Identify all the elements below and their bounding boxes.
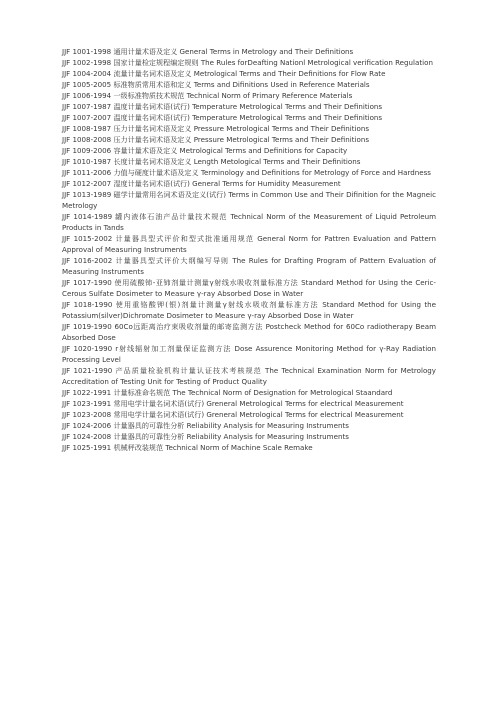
standard-entry: JJF 1025-1991 机械秤改装规范 Technical Norm of Machine Scale Remake <box>62 443 313 452</box>
standard-entry: JJF 1024-2006 计量器具的可靠性分析 Reliability Analysis for Measuring Instruments <box>62 421 349 430</box>
standards-list <box>62 46 436 453</box>
standard-entry: JJF 1023-2008 常用电学计量名词术语(试行) Greneral Metrological Terms for electrical Measurement <box>62 410 404 419</box>
standard-entry: JJF 1001-1998 通用计量术语及定义 General Terms in Metrology and Their Definitions <box>62 47 354 56</box>
standard-entry: JJF 1023-1991 常用电学计量名词术语(试行) Greneral Metrological Terms for electrical Measurement <box>62 399 404 408</box>
standard-entry: JJF 1005-2005 标准物质常用术语和定义 Terms and Difinitions Used in Reference Materials <box>62 80 370 89</box>
standard-entry: JJF 1019-1990 60Co远距离治疗束吸收剂量的邮寄监测方法 Postcheck Method for 60Co radiotherapy Beam Absorbed Dose <box>62 322 436 342</box>
standard-entry: JJF 1021-1990 产品质量检验机构计量认证技术考核规范 The Technical Examination Norm for Metrology Accreditation of Testing Unit for Testing of Product Quality <box>62 366 436 386</box>
standard-entry: JJF 1017-1990 使用硫酸铈-亚铈剂量计测量γ射线水吸收剂量标准方法 Standard Method for Using the Ceric-Cerous Sulfate Dosimeter to Measure γ-ray Absorbed Dose in Water <box>62 278 436 298</box>
standard-entry: JJF 1016-2002 计量器具型式评价大纲编写导则 The Rules for Drafting Program of Pattern Evaluation of Measuring Instruments <box>62 256 436 276</box>
standard-entry: JJF 1002-1998 国家计量检定规程编定规则 The Rules forDeafting Nationl Metrological verification Regulation <box>62 58 433 67</box>
standard-entry: JJF 1014-1989 罐内液体石油产品计量技术规范 Technical Norm of the Measurement of Liquid Petroleum Products in Tands <box>62 212 436 232</box>
standard-entry: JJF 1010-1987 长度计量名词术语及定义 Length Metological Terms and Their Definitions <box>62 157 361 166</box>
standard-entry: JJF 1004-2004 流量计量名词术语及定义 Metrological Terms and Their Definitions for Flow Rate <box>62 69 386 78</box>
standard-entry: JJF 1011-2006 力值与硬度计量术语及定义 Terminology and Definitions for Metrology of Force and Hardness <box>62 168 431 177</box>
standard-entry: JJF 1022-1991 计量标准命名规范 The Technical Norm of Designation for Metrological Staandard <box>62 388 393 397</box>
standard-entry: JJF 1020-1990 r射线辐射加工剂量保证监测方法 Dose Assurence Monitoring Method for γ-Ray Radiation Processing Level <box>62 344 436 364</box>
standard-entry: JJF 1018-1990 使用重铬酸钾(银)剂量计测量γ射线水吸收剂量标准方法 Standard Method for Using the Potassium(silver)Dichromate Dosimeter to Measure γ-ray Absorbed Dose in Water <box>62 300 436 320</box>
standard-entry: JJF 1008-2008 压力计量名词术语及定义 Pressure Metrological Terms and Their Definitions <box>62 135 370 144</box>
standard-entry: JJF 1006-1994 一级标准物质技术规范 Technical Norm of Primary Reference Materials <box>62 91 353 100</box>
standard-entry: JJF 1012-2007 湿度计量名词术语(试行) General Terms for Humidity Measurement <box>62 179 341 188</box>
standard-entry: JJF 1007-1987 温度计量名词术语(试行) Temperature Metrological Terms and Their Definitions <box>62 102 383 111</box>
standard-entry: JJF 1024-2008 计量器具的可靠性分析 Reliability Analysis for Measuring Instruments <box>62 432 349 441</box>
standard-entry: JJF 1009-2006 容量计量术语及定义 Metrological Terms and Definitions for Capacity <box>62 146 348 155</box>
standard-entry: JJF 1015-2002 计量器具型式评价和型式批准通用规范 General Norm for Pattren Evaluation and Pattern Approval of Measuring Instruments <box>62 234 436 254</box>
standard-entry: JJF 1008-1987 压力计量名词术语及定义 Pressure Metrological Terms and Their Definitions <box>62 124 370 133</box>
standard-entry: JJF 1013-1989 磁学计量常用名词术语及定义(试行) Terms in Common Use and Their Difinition for the Magneic Metrology <box>62 190 436 210</box>
standard-entry: JJF 1007-2007 温度计量名词术语(试行) Temperature Metrological Terms and Their Definitions <box>62 113 383 122</box>
